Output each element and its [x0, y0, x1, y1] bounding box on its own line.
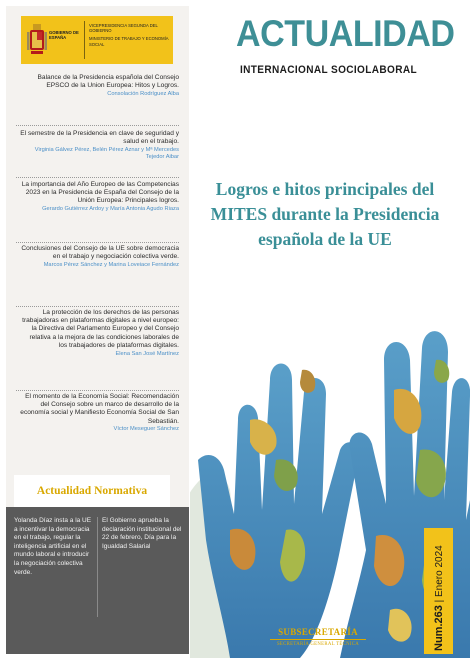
issue-separator: |	[434, 596, 445, 606]
subsecretaria-label: SUBSECRETARÍA	[278, 627, 358, 637]
column-divider	[97, 517, 98, 617]
article-title[interactable]: La protección de los derechos de las personas trabajadoras en plataformas digitales a nivel europeo: la Directiva del Parlamento Europeo y del Consejo relativa a la mejora de las condiciones laborales de los trabajadores de plataformas digitales.	[22, 309, 179, 349]
article-authors: Gerardo Gutiérrez Ardoy y María Antonia Agudo Riaza	[42, 206, 179, 213]
article-authors: Virginia Gálvez Pérez, Belén Pérez Aznar y Mª Mercedes Tejedor Aibar	[34, 146, 179, 161]
article-item[interactable]	[6, 241, 189, 305]
logo-gobierno-text: GOBIERNO DE ESPAÑA	[49, 30, 79, 40]
article-item[interactable]	[6, 74, 189, 126]
normativa-news-1[interactable]: Yolanda Díaz insta a la UE a incentivar la democracia en el trabajo, regular la inteligencia artificial en el mundo laboral e introducir la negociación colectiva verde.	[14, 517, 92, 576]
normativa-panel	[6, 507, 189, 654]
article-authors: Marcos Pérez Sánchez y Marina Loveiace Fernández	[43, 261, 179, 268]
article-authors: Elena San José Martínez	[115, 350, 179, 357]
logo-ministerio: MINISTERIO DE TRABAJO Y ECONOMÍA SOCIAL	[89, 36, 169, 47]
article-title[interactable]: Balance de la Presidencia española del Consejo EPSCO de la Union Europea: Hitos y Logros.	[37, 74, 179, 90]
article-item[interactable]	[6, 389, 189, 449]
logo-divider	[84, 21, 85, 59]
article-authors: Víctor Meseguer Sánchez	[113, 426, 179, 433]
logo-vicepresidencia: VICEPRESIDENCIA SEGUNDA DEL GOBIERNO	[89, 23, 158, 34]
issue-label	[432, 531, 447, 651]
article-item[interactable]	[6, 126, 189, 177]
issue-number: Num.263	[433, 605, 445, 651]
article-list	[6, 74, 189, 449]
article-title[interactable]: La importancia del Año Europeo de las Competencias 2023 en la Presidencia de España del Consejo de la Unión Europea: Principales logros.	[21, 181, 179, 205]
logo-ministry-text	[89, 23, 171, 47]
magazine-subtitle: INTERNACIONAL SOCIOLABORAL	[240, 64, 417, 76]
article-title[interactable]: Conclusiones del Consejo de la UE sobre democracia en el trabajo y negociación colectiva verde.	[21, 245, 179, 261]
article-authors: Consolación Rodríguez Alba	[107, 90, 179, 97]
article-item[interactable]	[6, 305, 189, 389]
coat-of-arms-icon	[27, 22, 47, 56]
article-title[interactable]: El semestre de la Presidencia en clave de seguridad y salud en el trabajo.	[20, 130, 179, 146]
feature-headline[interactable]: Logros e hitos principales del MITES durante la Presidencia española de la UE	[210, 179, 440, 249]
article-item[interactable]	[6, 177, 189, 241]
magazine-title: ACTUALIDAD	[236, 13, 455, 54]
normativa-header	[14, 475, 170, 507]
normativa-title: Actualidad Normativa	[36, 485, 148, 497]
footer-rule	[270, 639, 366, 640]
secretaria-label: SECRETARÍA GENERAL TÉCNICA	[276, 642, 360, 647]
normativa-news-2[interactable]: El Gobierno aprueba la declaración institucional del 22 de febrero, Día para la Igualdad Salarial	[102, 517, 182, 550]
government-logo	[21, 16, 173, 64]
article-title[interactable]: El momento de la Economía Social: Recomendación del Consejo sobre un marco de desarrollo de la economía social y Manifiesto Economía Social de San Sebastián.	[20, 393, 179, 425]
issue-date: Enero 2024	[434, 545, 445, 597]
